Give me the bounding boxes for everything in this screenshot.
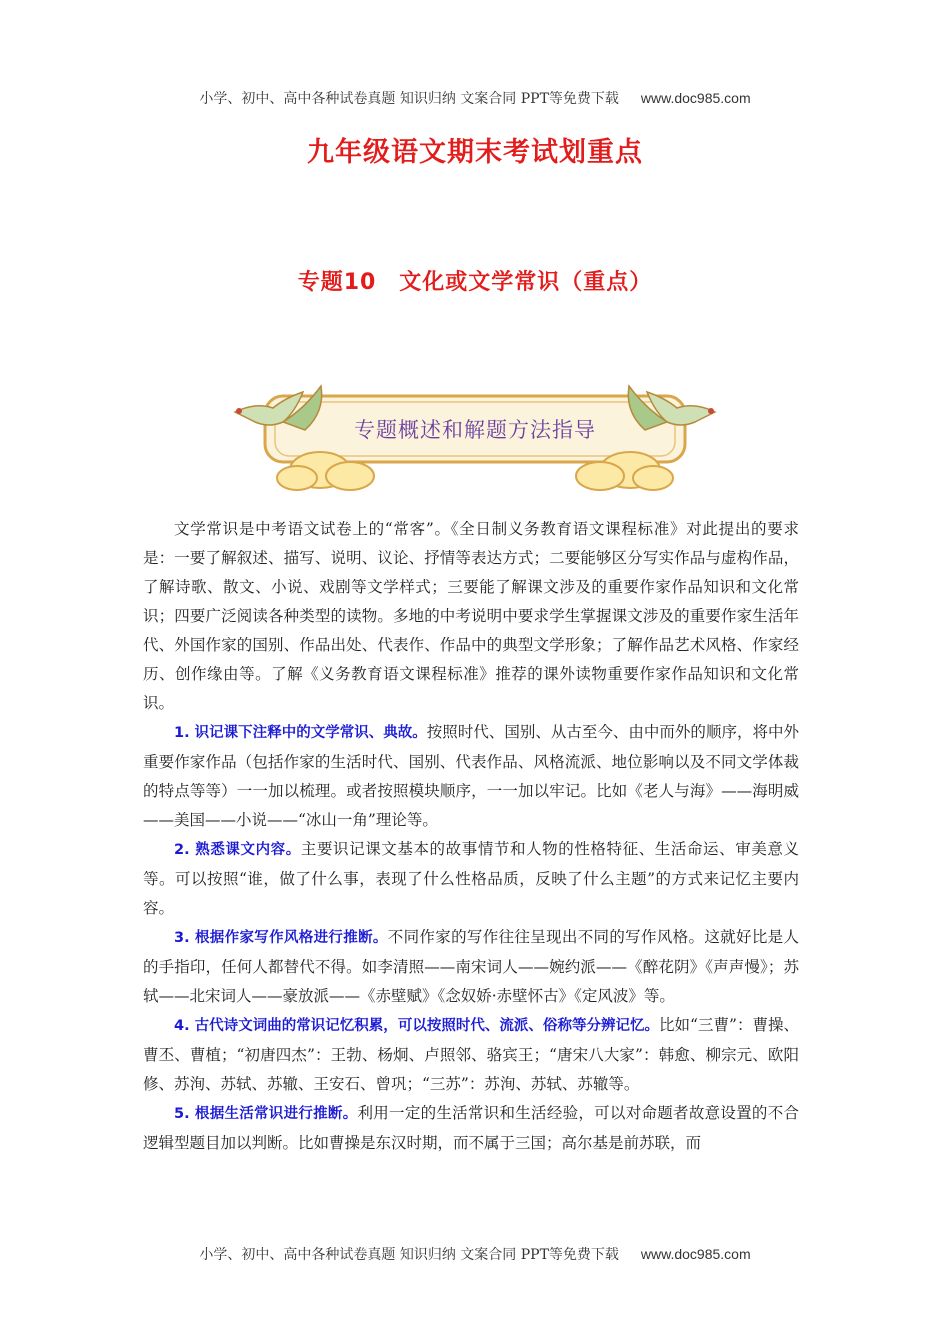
item-key-point: 5. 根据生活常识进行推断。 [174,1106,358,1122]
page-footer [0,1244,950,1264]
list-item [143,1011,799,1099]
item-key-point: 4. 古代诗文词曲的常识记忆积累，可以按照时代、流派、俗称等分辨记忆。 [174,1018,660,1034]
footer-site-link[interactable]: www.doc985.com [640,1246,751,1262]
list-item [143,835,799,923]
header-text: 小学、初中、高中各种试卷真题 知识归纳 文案合同 PPT等免费下载 [199,91,619,107]
list-item [143,718,799,835]
item-key-point: 2. 熟悉课文内容。 [174,842,301,858]
list-item [143,1099,799,1158]
list-item [143,923,799,1011]
document-title: 九年级语文期末考试划重点 [307,137,643,168]
body-content [143,515,799,1158]
page-header [0,88,950,108]
banner-title: 专题概述和解题方法指导 [354,418,596,442]
intro-paragraph: 文学常识是中考语文试卷上的“常客”。《全日制义务教育语文课程标准》对此提出的要求是：一要了解叙述、描写、说明、议论、抒情等表达方式；二要能够区分写实作品与虚构作品，了解诗歌、散文、小说、戏剧等文学样式；三要能了解课文涉及的重要作家作品知识和文化常识；四要广泛阅读各种类型的读物。多地的中考说明中要求学生掌握课文涉及的重要作家生活年代、外国作家的国别、作品出处、代表作、作品中的典型文学形象；了解作品艺术风格、作家经历、创作缘由等。了解《义务教育语文课程标准》推荐的课外读物重要作家作品知识和文化常识。 [143,520,799,712]
item-text: 主要识记课文基本的故事情节和人物的性格特征、生活命运、审美意义等。可以按照“谁，做了什么事，表现了什么性格品质，反映了什么主题”的方式来记忆主要内容。 [143,840,799,917]
topic-subtitle: 专题10 文化或文学常识（重点） [297,270,653,295]
item-text: 不同作家的写作往往呈现出不同的写作风格。这就好比是人的手指印，任何人都替代不得。如李清照——南宋词人——婉约派——《醉花阴》《声声慢》；苏轼——北宋词人——豪放派——《赤壁赋》《念奴娇·赤壁怀古》《定风波》等。 [143,928,799,1005]
item-text: 按照时代、国别、从古至今、由中而外的顺序，将中外重要作家作品（包括作家的生活时代、国别、代表作品、风格流派、地位影响以及不同文学体裁的特点等等）一一加以梳理。或者按照模块顺序，一一加以牢记。比如《老人与海》——海明威——美国——小说——“冰山一角”理论等。 [143,723,799,829]
item-key-point: 3. 根据作家写作风格进行推断。 [174,930,388,946]
footer-text: 小学、初中、高中各种试卷真题 知识归纳 文案合同 PPT等免费下载 [199,1247,619,1263]
section-banner [225,378,725,498]
item-text: 利用一定的生活常识和生活经验，可以对命题者故意设置的不合逻辑型题目加以判断。比如曹操是东汉时期，而不属于三国；高尔基是前苏联，而 [143,1104,799,1152]
item-key-point: 1. 识记课下注释中的文学常识、典故。 [174,725,427,741]
item-text: 比如“三曹”：曹操、曹丕、曹植；“初唐四杰”：王勃、杨炯、卢照邻、骆宾王；“唐宋八大家”：韩愈、柳宗元、欧阳修、苏洵、苏轼、苏辙、王安石、曾巩；“三苏”：苏洵、苏轼、苏辙等。 [143,1016,799,1093]
header-site-link[interactable]: www.doc985.com [640,90,751,106]
